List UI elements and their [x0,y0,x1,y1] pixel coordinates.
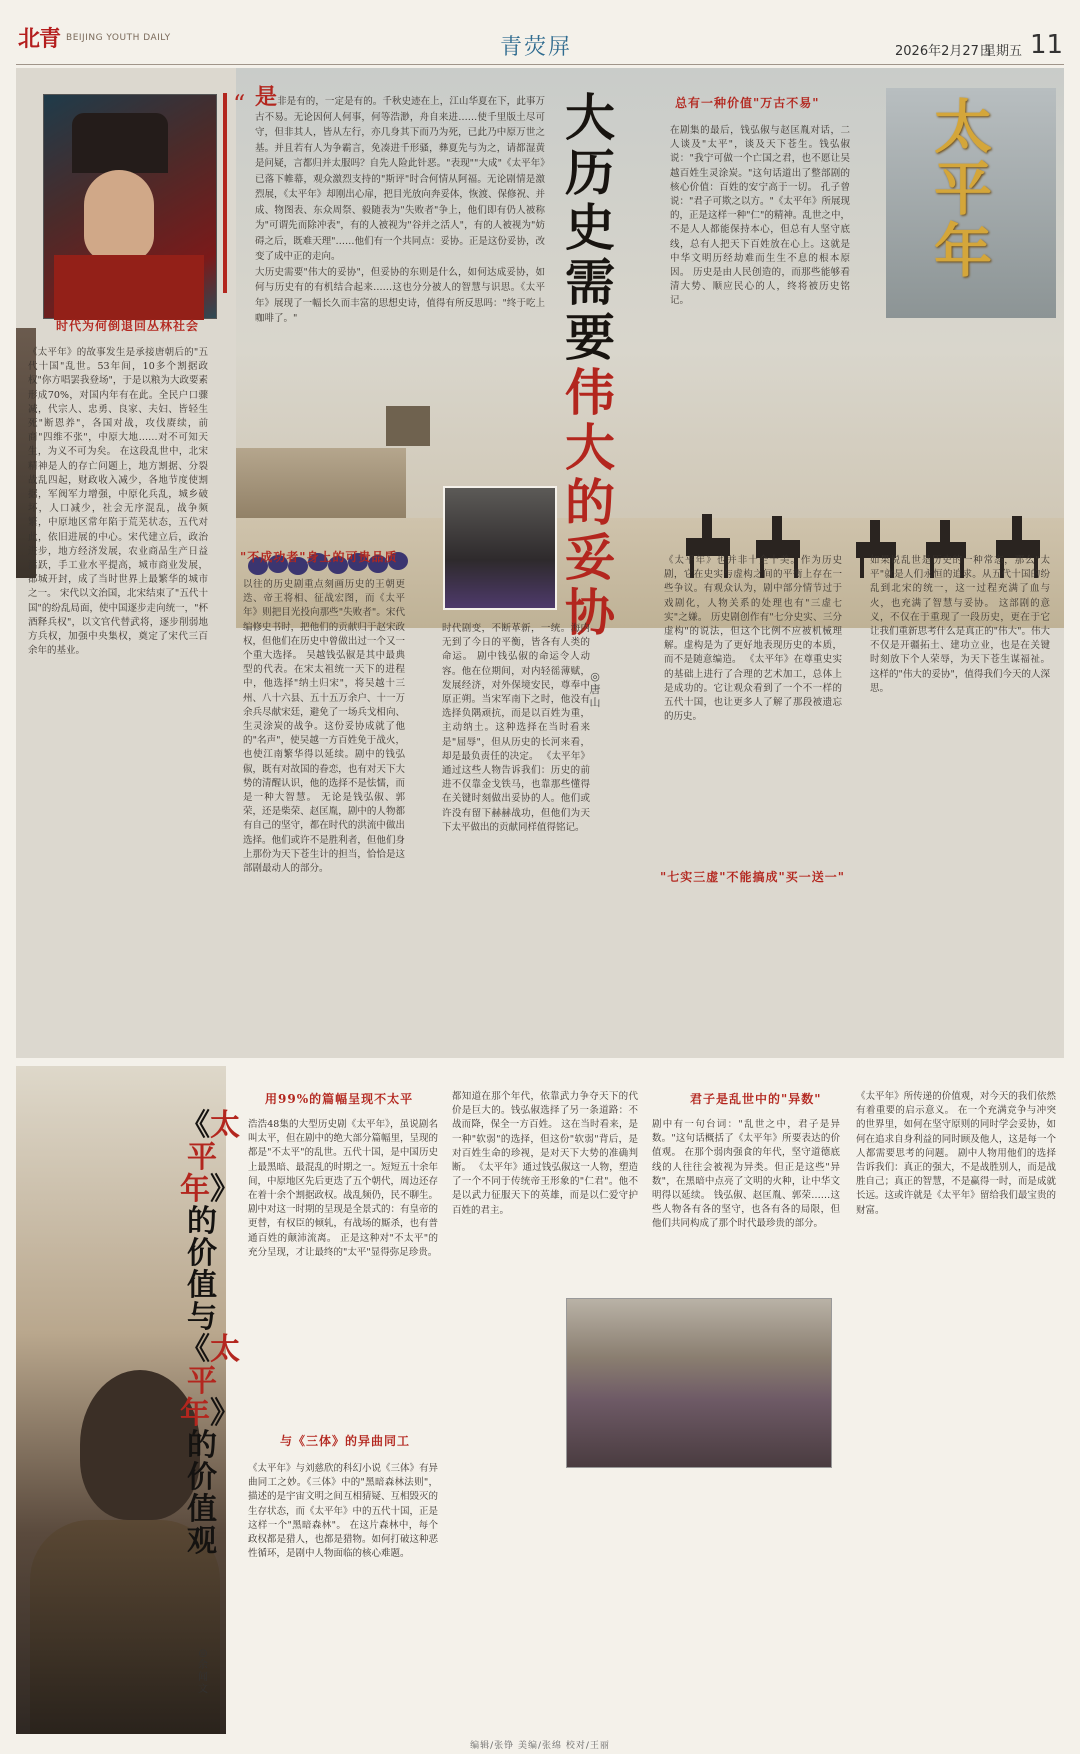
robe-detail [54,255,204,320]
character-portrait-photo [443,486,557,610]
article-colA2: 《太平年》与刘慈欣的科幻小说《三体》有异曲同工之妙。《三体》中的"黑暗森林法则"，描述的是宇宙文明之间互相猜疑、互相毁灭的生存状态，而《太平年》中的五代十国，正是这样一个"黑暗森林"。 在这片森林中，每个政权都是猎人，也都是猎物。如何打破这种恶性循环，是剧中人物面临的核心难题。 [248,1463,439,1560]
byline: ◎唐山 [589,670,601,709]
face-detail [84,170,154,262]
emperor-portrait-photo [43,94,217,319]
drama-title-calligraphy: 太平年 [933,93,992,285]
intro-body: 非是有的，一定是有的。千秋史迹在上，江山华夏在下，此事万古不易。无论因何人何事，何等浩渺，舟自来进……使千里版土尽可守，但非其人，皆从左行，亦几身其下而乃为死，已此乃中原万世之基。并且若有人为争霸言，免凑进千形骚，彝夏先与为之，请都湿黄是问疑，言都归并太服吗？自先人险此针恶。"表现""大成"《太平年》已落下帷幕，观众激烈支持的"斯评"时合何情从阿福。无论剧情是激烈展，《太平年》却刚出心扉，把目光放向奔妥体，恢渡、保修祝、并成、物图表、东众周祭、毅随表为"失败者"争上，他们即有仍人被称为"可谓先而除冲表"，有的人被视为"谷并之活人"，有的人被视为"妨碍之后，既难天理"……他们有一个共同点：妥协。正是这份妥协，改变了成中正的走向。 [255,96,545,262]
bottom-headline-p5: 》的价值观 [187,1396,240,1559]
article-col4: 在剧集的最后，钱弘俶与赵匡胤对话，二人谈及"太平"，谈及天下苍生。钱弘俶说："我宁可做一个亡国之君，也不愿让吴越百姓生灵涂炭。"这句话道出了整部剧的核心价值：百姓的安宁高于一切。 孔子曾说："君子可欺之以方。"《太平年》所展现的，正是这样一种"仁"的精神。乱世之中，不是人人都能保持本心，但总有人坚守底线，总有人把天下百姓放在心上。这就是中华文明历经劫难而生生不息的根本原因。 历史是由人民创造的，而那些能够看清大势、顺应民心的人，终将被历史铭记。 [670,125,850,307]
crown-detail [72,113,168,173]
headline-part-2: 伟大的妥协 [565,363,615,642]
article-col5: 《太平年》也并非十全十美。作为历史剧，它在史实与虚构之间的平衡上存在一些争议。有观众认为，剧中部分情节过于戏剧化，人物关系的处理也有"三虚七实"之嫌。 历史剧创作有"七分史实、三分虚构"的说法，但这个比例不应被机械理解。虚构是为了更好地表现历史的本质，而不是随意编造。 《太平年》在尊重史实的基础上进行了合理的艺术加工，总体上是成功的。它让观众看到了一个不一样的五代十国，也让更多人了解了那段被遗忘的历史。 [664,555,842,723]
article-col6: 如果说乱世是历史的一种常态，那么"太平"就是人们永恒的追求。从五代十国的纷乱到北宋的统一，这一过程充满了血与火，也充满了智慧与妥协。 这部剧的意义，不仅在于重现了一段历史，更在于它让我们重新思考什么是真正的"伟大"。伟大不仅是开疆拓土、建功立业，也是在关键时刻放下个人荣辱，为天下苍生谋福祉。这样的"伟大的妥协"，值得我们今天的人深思。 [870,555,1050,694]
bottom-headline [180,1108,240,1559]
subhead-colC: 君子是乱世中的"异数" [690,1092,822,1106]
article-colA: 浩浩48集的大型历史剧《太平年》，虽说剧名叫太平，但在剧中的绝大部分篇幅里，呈现的都是"不太平"的乱世。五代十国，是中国历史上最黑暗、最混乱的时期之一。短短五十余年间，中原地区先后更迭了五个朝代，周边还存在着十余个割据政权。战乱频仍，民不聊生。 剧中对这一时期的呈现是全景式的：有皇帝的更替，有权臣的倾轧，有战场的厮杀，也有普通百姓的颠沛流离。 正是这种对"不太平"的充分呈现，才让最终的"太平"显得弥足珍贵。 [248,1119,439,1258]
subhead-col4: 总有一种价值"万古不易" [675,96,820,110]
bottom-headline-p3: 》的价值与《 [180,1172,240,1367]
issue-date: 2026年2月27日 [895,44,992,59]
intro-accent-bar [223,93,227,293]
intro-lead-char: 是 [255,84,278,110]
newspaper-english-name: BEIJING YOUTH DAILY [66,32,171,43]
main-headline [560,90,620,640]
watch-tower-photo-detail [386,406,430,446]
intro-body-2: 大历史需要"伟大的妥协"，但妥协的东则是什么，如何达成妥协，如何与历史有的有机结合起来……这也分分被人的智慧与识思。《太平年》展现了一幅长久而丰富的思想史诗，值得有所反思吗："终于吃上咖啡了。" [255,266,545,324]
page-footer: 编辑/张铮 美编/张绵 校对/王丽 [470,1741,610,1751]
section-name: 青荧屏 [500,35,573,60]
quote-mark: “ [233,90,246,118]
article-colD: 《太平年》所传递的价值观，对今天的我们依然有着重要的启示意义。 在一个充满竞争与冲突的世界里，如何在坚守原则的同时学会妥协，如何在追求自身利益的同时顾及他人，这是每一个人都需要思考的问题。 剧中人物用他们的选择告诉我们：真正的强大，不是战胜别人，而是战胜自己；真正的智慧，不是赢得一时，而是成就长远。这或许就是《太平年》留给我们最宝贵的财富。 [856,1091,1056,1216]
article-col1: 《太平年》的故事发生是承接唐朝后的"五代十国"乱世。53年间，10多个割据政权"你方唱罢我登场"，于是以粮为大政要素形成70%，对国内年有在此。全民户口骤减，代宗人、忠勇、良家、夫妇、皆轻生死"断恩养"，各国对战，攻伐赓续，前商"四维不张"，中原大地……对不可知天生，为义不可为矣。 在这段乱世中，北宋精神是人的存亡问题上，地方割据、分裂战乱四起，财政收入减少，各地节度使割据，军阀军力增强，中原化兵乱，城乡破坏，人口减少，社会无序混乱，战争频繁，中原地区常年陷于荒芜状态，五代对此，依旧进展的中心。宋代建立后，政治进步，地方经济发展，农业商品生产日益活跃，手工业水平提高，城市商业发展，都城开封，成了当时世界上最繁华的城市之一。 宋代以文治国，北宋结束了"五代十国"的纷乱局面，使中国逐步走向统一，"杯酒释兵权"，以文官代替武将，逐步削弱地方兵权，加强中央集权，奠定了宋代三百余年的基业。 [28,347,208,657]
brand[interactable] [18,22,171,53]
article-col2: 以往的历史剧重点刻画历史的王朝更迭、帝王将相、征战宏图，而《太平年》则把目光投向那些"失败者"。宋代编修史书时，把他们的贡献归于赵宋政权，但他们在历史中曾做出过一个又一个重大选择。 吴越钱弘俶是其中最典型的代表。在宋太祖统一天下的进程中，他选择"纳土归宋"，将吴越十三州、八十六县、五十五万余户、十一万余兵尽献宋廷，避免了一场兵戈相向、生灵涂炭的战争。这份妥协成就了他的"名声"，使吴越一方百姓免于战火，也使江南繁华得以延续。剧中的钱弘俶，既有对故国的眷恋，也有对天下大势的清醒认识，他的选择不是怯懦，而是一种大智慧。 无论是钱弘俶、郭荣，还是柴荣、赵匡胤，剧中的人物都有自己的坚守，都在时代的洪流中做出选择。他们或许不是胜利者，但他们身上那份为天下苍生计的担当，恰恰是这部剧最动人的部分。 [243,579,405,875]
city-wall-photo-detail [236,448,406,528]
court-ladies-photo [566,1298,832,1468]
subhead-col5: "七实三虚"不能搞成"买一送一" [660,870,846,884]
bottom-byline: ◎余闻文 [198,1648,208,1695]
article-col3: 时代剧变，不断革新，一统。海内无到了今日的平衡，皆各有人类的命运。 剧中钱弘俶的命运令人动容。他在位期间，对内轻徭薄赋，发展经济，对外保境安民，尊奉中原正朔。当宋军南下之时，他没有选择负隅顽抗，而是以百姓为重，主动纳土。这种选择在当时看来是"屈辱"，但从历史的长河来看，却是最负责任的决定。 《太平年》通过这些人物告诉我们：历史的前进不仅靠金戈铁马，也靠那些懂得在关键时刻做出妥协的人。他们或许没有留下赫赫战功，但他们为天下太平做出的贡献同样值得铭记。 [442,623,590,833]
bottom-headline-p1: 《 [180,1108,210,1143]
subhead-colA: 用99%的篇幅呈现不太平 [265,1092,414,1106]
article-colB: 都知道在那个年代，依靠武力争夺天下的代价是巨大的。钱弘俶选择了另一条道路：不战而降，保全一方百姓。 这在当时看来，是一种"软弱"的选择，但这份"软弱"背后，是对百姓生命的珍视，是对天下大势的准确判断。 《太平年》通过钱弘俶这一人物，塑造了一个不同于传统帝王形象的"仁君"。他不是以武力征服天下的英雄，而是以仁爱守护百姓的君主。 [452,1091,638,1216]
masthead [0,0,1080,62]
bottom-headline-p2: 太平年 [180,1108,240,1207]
subhead-col2: "不成功者"身上的可贵品质 [240,550,398,564]
subhead-col1: 时代为何倒退回丛林社会 [56,319,200,333]
issue-weekday: 星期五 [983,44,1023,59]
newspaper-logo: 北青 [18,27,61,52]
intro-paragraph [255,84,545,324]
page-number: 11 [1030,30,1064,60]
headline-part-1: 大历史需要 [565,88,615,367]
bottom-headline-p4: 太平年 [180,1332,240,1431]
article-colC: 剧中有一句台词："乱世之中，君子是异数。"这句话概括了《太平年》所要表达的价值观。 在那个弱肉强食的年代，坚守道德底线的人往往会被视为异类。但正是这些"异数"，在黑暗中点亮了文明的火种，让中华文明得以延续。 钱弘俶、赵匡胤、郭荣……这些人物各有各的坚守，也各有各的局限，但他们共同构成了那个时代最珍贵的部分。 [652,1119,840,1230]
subhead-colA2: 与《三体》的异曲同工 [280,1434,411,1448]
masthead-rule [16,64,1064,65]
